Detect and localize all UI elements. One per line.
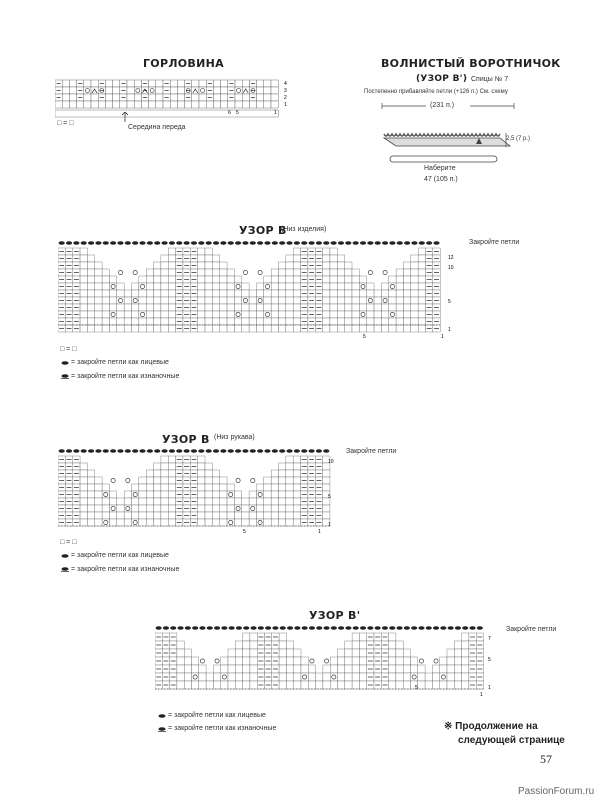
bindoff-icon [81,241,87,245]
collar-cast-on-count: 47 (105 п.) [424,176,458,183]
bindoff-icon [176,449,182,453]
bindoff-icon [397,626,403,630]
bindoff-icon [229,626,235,630]
bindoff-icon [198,449,204,453]
bindoff-icon [257,449,263,453]
page-number: 57 [540,752,552,766]
bindoff-icon [426,626,432,630]
bindoff-icon [338,626,344,630]
pattern-b-sleeve-title: УЗОР B [162,433,210,446]
yarn-over-icon [215,659,219,663]
bindoff-icon [324,626,330,630]
bindoff-icon [389,241,395,245]
pattern-b-sleeve-subtitle: (Низ рукава) [214,434,255,441]
pattern-b-prime-grid [155,626,484,689]
yarn-over-icon [251,478,255,482]
bindoff-icon [250,241,256,245]
neck-caption: Середина переда [128,124,186,131]
bindoff-icon [169,449,175,453]
pattern-b-prime-chart [155,623,505,699]
yarn-over-icon [419,659,423,663]
pattern-b-sleeve-row-5: 5 [328,494,331,500]
bindoff-icon [331,626,337,630]
bindoff-icon [294,626,300,630]
bindoff-icon [272,241,278,245]
bindoff-icon [448,626,454,630]
yarn-over-icon [434,659,438,663]
bindoff-icon [162,241,168,245]
bindoff-icon [191,241,197,245]
pattern-b-body-legend-purl: = закройте петли как изнаночные [71,373,180,380]
pattern-b-prime-row-1: 1 [488,685,491,691]
bindoff-icon [462,626,468,630]
bindoff-icon [66,449,72,453]
bindoff-icon [163,626,169,630]
bindoff-icon [440,626,446,630]
watermark: PassionForum.ru [518,786,595,797]
pattern-b-body-grid [58,241,440,332]
bindoff-icon [176,241,182,245]
bindoff-icon [433,241,439,245]
bindoff-icon [367,626,373,630]
pattern-b-prime-row-7: 7 [488,636,491,642]
neck-row-4: 4 [284,81,287,87]
bindoff-icon [178,626,184,630]
bindoff-icon [220,241,226,245]
knit-bindoff-icon [159,714,166,718]
neck-row-2: 2 [284,95,287,101]
bindoff-icon [279,241,285,245]
collar-pattern-label: (УЗОР B') [416,74,468,84]
yarn-over-icon [324,659,328,663]
neck-grid [55,80,278,117]
pattern-b-body-subtitle: (Низ изделия) [281,226,327,233]
bindoff-icon [117,449,123,453]
neck-row-3: 3 [284,88,287,94]
pattern-b-prime-title: УЗОР B' [309,609,361,622]
yarn-over-icon [126,478,130,482]
yarn-over-icon [310,659,314,663]
bindoff-icon [367,241,373,245]
bindoff-icon [257,241,263,245]
yarn-over-icon [368,270,372,274]
yarn-over-icon [200,659,204,663]
bindoff-icon [243,626,249,630]
yarn-over-icon [258,270,262,274]
bindoff-icon [103,241,109,245]
neck-chart [55,77,295,121]
bindoff-icon [235,241,241,245]
bindoff-icon [309,241,315,245]
bindoff-icon [147,241,153,245]
pattern-b-body-legend-box: □ = □ [60,346,77,353]
pattern-b-sleeve-legend-knit: = закройте петли как лицевые [71,552,169,559]
bindoff-icon [213,449,219,453]
bindoff-icon [316,241,322,245]
bindoff-icon [404,241,410,245]
bindoff-icon [397,241,403,245]
bindoff-icon [88,241,94,245]
bindoff-icon [294,241,300,245]
bindoff-icon [191,449,197,453]
pattern-b-sleeve-grid [58,449,330,526]
pattern-b-sleeve-row-10: 10 [328,459,334,465]
bindoff-icon [360,241,366,245]
pattern-b-body-row-5: 5 [448,299,451,305]
neck-legend: □ = □ [57,120,74,127]
bindoff-icon [73,241,79,245]
bindoff-icon [301,241,307,245]
bindoff-icon [331,241,337,245]
bindoff-icon [286,241,292,245]
note-line2: следующей странице [458,735,565,746]
bindoff-icon [433,626,439,630]
pattern-b-body-legend-knit: = закройте петли как лицевые [71,359,169,366]
bindoff-icon [251,626,257,630]
bindoff-icon [294,449,300,453]
bindoff-icon [103,449,109,453]
bindoff-icon [345,626,351,630]
pattern-b-sleeve-legend-purl: = закройте петли как изнаночные [71,566,180,573]
bindoff-icon [280,626,286,630]
neck-bottom-5: 5 [236,110,239,116]
bindoff-icon [301,449,307,453]
pattern-b-body-row-12: 12 [448,255,454,261]
bindoff-icon [353,241,359,245]
bindoff-icon [236,626,242,630]
bindoff-icon [287,626,293,630]
pattern-b-prime-legend-purl: = закройте петли как изнаночные [168,725,277,732]
bindoff-icon [139,449,145,453]
bindoff-icon [184,449,190,453]
bindoff-icon [228,241,234,245]
pattern-b-body-title: УЗОР B [239,224,287,237]
bindoff-icon [147,449,153,453]
bindoff-icon [404,626,410,630]
bindoff-icon [389,626,395,630]
bindoff-icon [170,626,176,630]
bindoff-icon [66,241,72,245]
neck-bottom-1: 1 [274,110,277,116]
bindoff-icon [132,241,138,245]
bindoff-icon [228,449,234,453]
pattern-b-body-row-1: 1 [448,327,451,333]
bindoff-icon [411,241,417,245]
bindoff-icon [470,626,476,630]
pattern-b-body-legend-icons [60,359,72,387]
bindoff-icon [279,449,285,453]
bindoff-icon [411,626,417,630]
collar-needles: Спицы № 7 [471,76,509,83]
bindoff-icon [323,449,329,453]
bindoff-icon [139,241,145,245]
pattern-b-prime-row-5: 5 [488,657,491,663]
bindoff-icon [272,626,278,630]
bindoff-icon [338,241,344,245]
purl-bindoff-icon [62,374,69,378]
pattern-b-body-bottom-5: 5 [363,334,366,340]
pattern-b-sleeve-bottom-5: 5 [243,529,246,535]
pattern-b-body-chart [58,238,468,344]
bindoff-icon [73,449,79,453]
bindoff-icon [250,449,256,453]
bindoff-icon [221,626,227,630]
bindoff-icon [375,626,381,630]
pattern-b-sleeve-legend-box: □ = □ [60,539,77,546]
bindoff-icon [264,241,270,245]
pattern-b-prime-bottom-5: 5 [415,685,418,691]
bindoff-icon [88,449,94,453]
bindoff-icon [375,241,381,245]
yarn-over-icon [243,270,247,274]
bindoff-icon [162,449,168,453]
yarn-over-icon [236,478,240,482]
bindoff-icon [418,626,424,630]
bindoff-icon [309,449,315,453]
bindoff-icon [156,626,162,630]
neck-row-1: 1 [284,102,287,108]
collar-height: 2,5 (7 р.) [506,136,531,142]
pattern-b-sleeve-legend-icons [60,552,72,580]
note-line1: Продолжение на [455,721,538,732]
bindoff-icon [316,449,322,453]
purl-bindoff-icon [62,567,69,571]
bindoff-icon [125,449,131,453]
pattern-b-body-row-10: 10 [448,265,454,271]
bindoff-icon [59,241,65,245]
bindoff-icon [316,626,322,630]
bindoff-icon [242,241,248,245]
bindoff-icon [198,241,204,245]
pattern-b-body-close-note: Закройте петли [469,239,520,246]
pattern-b-sleeve-row-1: 1 [328,522,331,528]
bindoff-icon [154,241,160,245]
bindoff-icon [382,626,388,630]
bindoff-icon [95,449,101,453]
bindoff-icon [309,626,315,630]
bindoff-icon [81,449,87,453]
bindoff-icon [213,241,219,245]
bindoff-icon [455,626,461,630]
bindoff-icon [426,241,432,245]
bindoff-icon [192,626,198,630]
bindoff-icon [184,241,190,245]
bindoff-icon [419,241,425,245]
neck-title: ГОРЛОВИНА [143,57,224,70]
bindoff-icon [265,626,271,630]
bindoff-icon [353,626,359,630]
note-mark: ※ [444,721,453,732]
neck-bottom-6: 6 [228,110,231,116]
bindoff-icon [59,449,65,453]
bindoff-icon [323,241,329,245]
bindoff-icon [207,626,213,630]
purl-bindoff-icon [159,727,166,731]
bindoff-icon [258,626,264,630]
bindoff-icon [214,626,220,630]
yarn-over-icon [383,270,387,274]
bindoff-icon [110,449,116,453]
bindoff-icon [302,626,308,630]
knit-bindoff-icon [62,361,69,365]
bindoff-icon [199,626,205,630]
bindoff-icon [477,626,483,630]
bindoff-icon [235,449,241,453]
collar-title: ВОЛНИСТЫЙ ВОРОТНИЧОК [381,57,561,70]
bindoff-icon [345,241,351,245]
bindoff-icon [206,449,212,453]
bindoff-icon [95,241,101,245]
continuation-note [444,721,538,732]
yarn-over-icon [111,478,115,482]
pattern-b-prime-bottom-1: 1 [480,692,483,698]
collar-cast-on-label: Наберите [424,165,456,172]
bindoff-icon [264,449,270,453]
bindoff-icon [272,449,278,453]
pattern-b-prime-close-note: Закройте петли [506,626,557,633]
bindoff-icon [206,241,212,245]
neck-center-arrow [118,112,132,124]
collar-top-count: (231 п.) [430,102,455,109]
pattern-b-body-bottom-1: 1 [441,334,444,340]
bindoff-icon [110,241,116,245]
bindoff-icon [185,626,191,630]
knit-bindoff-icon [62,554,69,558]
bindoff-icon [220,449,226,453]
bindoff-icon [117,241,123,245]
bindoff-icon [132,449,138,453]
bindoff-icon [125,241,131,245]
bindoff-icon [286,449,292,453]
bindoff-icon [154,449,160,453]
pattern-b-sleeve-bottom-1: 1 [318,529,321,535]
pattern-b-prime-legend-knit: = закройте петли как лицевые [168,712,266,719]
pattern-b-sleeve-chart [58,446,348,538]
bindoff-icon [242,449,248,453]
collar-instruction: Постепенно прибавляйте петли (+126 п.) См. схему [364,89,508,95]
yarn-over-icon [118,270,122,274]
bindoff-icon [360,626,366,630]
bindoff-icon [169,241,175,245]
bindoff-icon [382,241,388,245]
yarn-over-icon [133,270,137,274]
pattern-b-sleeve-close-note: Закройте петли [346,448,397,455]
